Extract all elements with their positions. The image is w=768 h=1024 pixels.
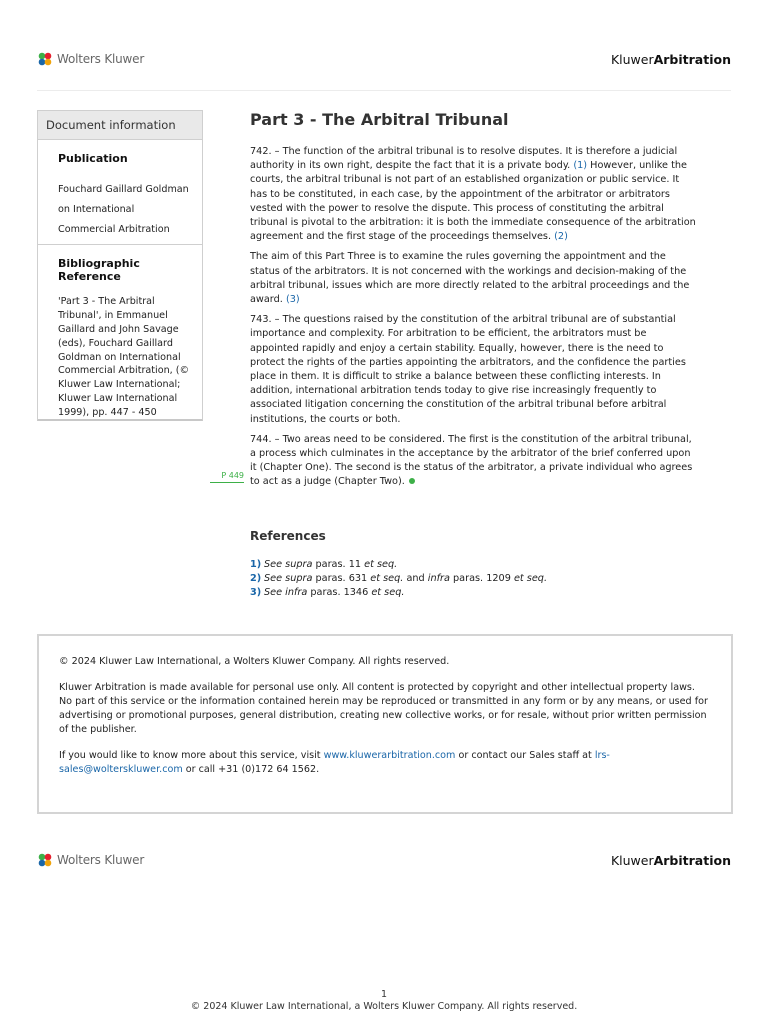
reference-number[interactable]: 1): [250, 559, 262, 570]
reference-text: See supra paras. 11 et seq.: [264, 559, 398, 570]
references-list: [250, 558, 547, 601]
paragraph-aim: [250, 250, 696, 307]
publication-section: [38, 140, 202, 244]
bibliographic-reference-title: Bibliographic Reference: [58, 257, 140, 284]
paragraph-744: [250, 433, 696, 490]
page-number: 1: [380, 989, 388, 1000]
product-name-bold: Arbitration: [653, 52, 731, 67]
reference-item: [250, 586, 547, 600]
copyright-notice-box: [37, 634, 733, 814]
usage-notice: Kluwer Arbitration is made available for personal use only. All content is protected by copyright and other intellectual property laws. No part of this service or the information contained herein may be reproduced or transmitted in any form or by any means, or used for advertising or promotional purposes, general distribution, creating new collective works, or for resale, without prior written permission of the publisher.: [59, 682, 708, 735]
bibliographic-reference-text: 'Part 3 - The Arbitral Tribunal', in Emmanuel Gaillard and John Savage (eds), Fouchard Gaillard Goldman on International Commercial Arbitration, (© Kluwer Law International; Kluwer Law International 1999), pp. 447 - 450: [58, 296, 190, 418]
footnote-link-2[interactable]: (2): [554, 231, 568, 243]
main-content: [250, 110, 696, 496]
publication-title: Publication: [58, 152, 128, 165]
page-title: Part 3 - The Arbitral Tribunal: [250, 110, 509, 129]
footnote-link-1[interactable]: (1): [573, 160, 588, 172]
kluwer-arbitration-logo[interactable]: [611, 52, 731, 67]
paragraph-744-text: 744. – Two areas need to be considered. The first is the constitution of the arbitral tribunal, a process which culminates in the acceptance by the arbitrator of the brief conferred upon it (Chapter One). The second is the status of the arbitrator, a private individual who agrees to act as a judge (Chapter Two).: [250, 433, 693, 488]
website-link[interactable]: www.kluwerarbitration.com: [323, 750, 456, 761]
publication-link[interactable]: Fouchard Gaillard Goldman on International Commercial Arbitration: [58, 184, 189, 235]
document-information-panel: [37, 110, 203, 421]
reference-item: [250, 572, 547, 586]
paragraph-742-text-b: However, unlike the courts, the arbitral tribunal is not part of an established organization or public service. It has to be constituted, in each case, by the appointment of the arbitrator or arbitrators vested with the power to resolve the dispute. This process of constituting the arbitral tribunal is pivotal to the arbitration: it is both the immediate consequence of the arbitration agreement and the first stage of the proceedings themselves.: [250, 160, 696, 243]
wolters-kluwer-logo-icon: [37, 852, 53, 868]
contact-notice: If you would like to know more about this service, visit www.kluwerarbitration.com or contact our Sales staff at lrs-sales@wolterskluwer.com or call +31 (0)172 64 1562.: [59, 750, 610, 775]
footer-branding: [37, 852, 731, 872]
footer-copyright: © 2024 Kluwer Law International, a Wolters Kluwer Company. All rights reserved.: [190, 1001, 578, 1012]
paragraph-743: 743. – The questions raised by the constitution of the arbitral tribunal are of substantial importance and complexity. For arbitration to be efficient, the arbitrators must be appointed rapidly and enjoy a certain stability. Equally, however, there is the need to protect the rights of the parties appointing the arbitrators, and the confidence the parties place in them. It is difficult to strike a balance between these conflicting interests. In addition, international arbitration tends today to give rise increasingly frequently to associated litigation concerning the constitution of the arbitral tribunal before arbitral institutions, the courts or both.: [250, 314, 686, 425]
header-divider: [37, 90, 731, 91]
reference-item: [250, 558, 547, 572]
brand-name: Wolters Kluwer: [57, 52, 145, 66]
bibliographic-reference-section: [38, 245, 202, 427]
reference-number[interactable]: 2): [250, 573, 262, 585]
product-name-regular: Kluwer: [610, 853, 654, 868]
copyright-line: © 2024 Kluwer Law International, a Wolters Kluwer Company. All rights reserved.: [59, 656, 450, 667]
product-name-bold: Arbitration: [653, 853, 731, 868]
kluwer-arbitration-logo[interactable]: [611, 853, 731, 868]
reference-number[interactable]: 3): [250, 587, 262, 599]
page-marker: P 449: [210, 471, 244, 483]
brand-name: Wolters Kluwer: [57, 853, 145, 867]
page-header: [37, 51, 731, 71]
footnote-link-3[interactable]: (3): [285, 294, 300, 306]
wolters-kluwer-logo-icon: [37, 51, 53, 67]
product-name-regular: Kluwer: [610, 52, 654, 67]
document-information-heading: Document information: [38, 111, 202, 140]
sales-email-link[interactable]: lrs-sales@wolterskluwer.com: [59, 750, 610, 775]
paragraph-742: [250, 145, 696, 244]
wolters-kluwer-brand[interactable]: [37, 51, 144, 67]
reference-text: See infra paras. 1346 et seq.: [264, 587, 405, 599]
references-title: References: [250, 529, 326, 543]
wolters-kluwer-brand[interactable]: [37, 852, 144, 868]
reference-text: See supra paras. 631 et seq. and infra paras. 1209 et seq.: [264, 573, 548, 585]
paragraph-742-text-a: 742. – The function of the arbitral tribunal is to resolve disputes. It is therefore a judicial authority in its own right, despite the fact that it is a private body.: [250, 146, 678, 172]
end-of-document-icon: [409, 478, 415, 484]
paragraph-aim-text: The aim of this Part Three is to examine the rules governing the appointment and the status of the arbitrators. It is not concerned with the workings and decision-making of the arbitral tribunal, issues which are more directly related to the arbitral proceedings and the award.: [250, 251, 690, 306]
